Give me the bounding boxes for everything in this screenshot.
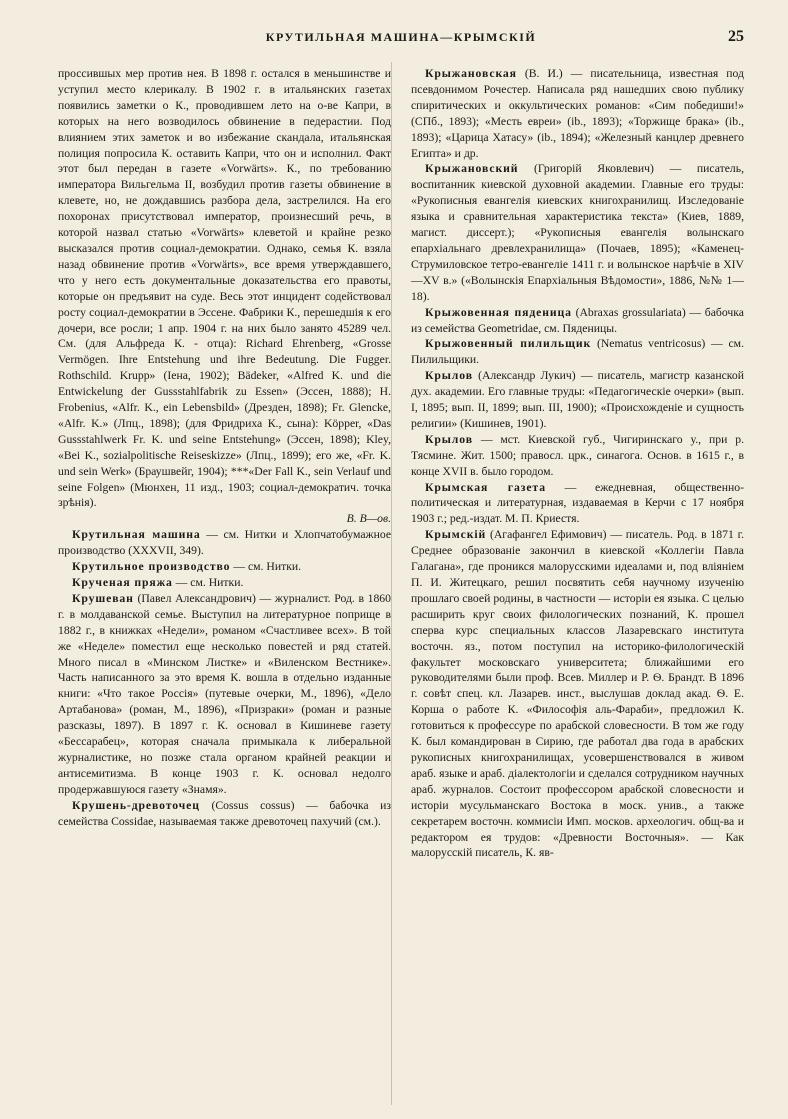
entry-headword: Крымскій	[425, 528, 487, 542]
entry-kryzhanovsky	[411, 161, 744, 304]
entry-headword: Крыжановская	[425, 67, 517, 80]
text-columns	[58, 66, 744, 861]
entry-kruchenaya-pryazha	[58, 575, 391, 591]
entry-krushevan	[58, 591, 391, 798]
entry-text: (Cossus cossus) — бабочка из семейства Cossidae, называемая также древоточец пахучий (см.).	[58, 798, 391, 828]
page-header	[58, 28, 744, 54]
right-column	[411, 66, 744, 861]
entry-text: (Агафангел Ефимович) — писатель. Род. в 1871 г. Среднее образованіе закончил в киевской «Коллегіи Павла Галагана», где проникся малорусскими идеалами и, под вліяніем П. И. Житецкаго, решил посвятить себя научному изученію прошлаго своей родины, в частности — исторіи ея языка. С целью расширить круг своих филологических познаний, К. прошел сперва курс специальных классов Лазаревскаго института восточн. яз., потом поступил на историко-филологическій факультет московскаго университета; ближайшими его руководителями были проф. Всев. Миллер и Р. Ѳ. Брандт. В 1896 г. совѣт спец. кл. Лазарев. инст., выслушав доклад акад. Ѳ. Е. Корша о работе К. «Философія аль-Фараби», предложил К. готовиться к профессуре по арабской словесности. В том же году К. был командирован в Сирию, где работал два года в арабских рукописных книгохранилищах, усовершенствовался в живом араб. языке и араб. діалектологіи и сделался сотрудником научных араб. журналов. Состоит профессором арабской словесности и исторіи мусульманскаго Востока в моск. унив., а также секретарем восточн. коммисіи Имп. москов. археологич. общ-ва и редактором ея трудов: «Древности Восточныя». — Как малорусскій писатель, К. яв-	[411, 528, 744, 860]
entry-headword: Крыжовенный пилильщик	[425, 337, 592, 351]
entry-krymsky	[411, 527, 744, 861]
continued-paragraph	[58, 66, 391, 527]
entry-headword: Крутильное производство	[72, 560, 231, 574]
entry-headword: Крученая пряжа	[72, 576, 173, 589]
entry-headword: Крушень-древоточец	[72, 798, 200, 812]
entry-kryzhanovskaya	[411, 66, 744, 161]
entry-headword: Крымская газета	[425, 480, 546, 494]
running-head: КРУТИЛЬНАЯ МАШИНА—КРЫМСКІЙ	[265, 30, 537, 44]
entry-krutilnoe-proizvodstvo	[58, 559, 391, 575]
entry-kryzhovennaya-pyadenitsa	[411, 305, 744, 337]
column-divider	[391, 62, 392, 1105]
entry-krutilnaya-mashina	[58, 527, 391, 559]
entry-text: — см. Нитки.	[230, 560, 302, 574]
author-signature: В. В—ов.	[346, 512, 391, 526]
entry-text: (Григорій Яковлевич) — писатель, воспитанник киевской духовной академии. Главные его труды: «Рукописныя евангелія киевских книгохранилищ. Изследованіе языка и сравнительная характеристика текста» (Киев, 1889, магист. диссерт.); «Рукописныя евангелія волынскаго епархіальнаго древлехранилища» (Почаев, 1895); «Каменец-Струмиловское тетро-евангеліе 1411 г. и волынское нарѣчіе в XIV—XV в.» («Волынскія Епархіальныя Вѣдомости», 1886, №№ 1—18).	[411, 162, 744, 303]
entry-krylov-writer	[411, 368, 744, 432]
entry-krymskaya-gazeta	[411, 480, 744, 528]
entry-headword: Крыжановский	[425, 162, 519, 176]
entry-text: (Павел Александрович) — журналист. Род. в 1860 г. в молдаванской семье. Выступил на литературное поприще в 1882 г., в книжках «Недели», романом «Счастливее всех». В той же «Неделе» поместил еще несколько повестей и ряд статей. Много писал в «Минском Листке» и «Виленском Вестнике». Часть написанного за это время К. вошла в отдельно изданные книги: «Что такое Россія» (путевые очерки, М., 1896), «Дело Артабанова» (роман, М., 1896), «Призраки» (роман и разные разсказы, 1897). В 1897 г. К. основал в Кишиневе газету «Бессарабец», которая сначала примыкала к либеральной журналистике, но позже стала органом крайней реакции и антисемитизма. В конце 1903 г. К. основал недолго продержавшуюся газету «Знамя».	[58, 591, 391, 796]
paragraph-text: проссившых мер против нея. В 1898 г. остался в меньшинстве и уступил место клерикалу. В 1902 г. в итальянских газетах появились заметки о К., проводившем лето на о-ве Капри, в которых на него возводилось обвинение в педерастии. Под влиянием этих заметок и во избежание скандала, итальянская полиция попросила К. оставить Капри, что он и исполнил. Факт этот был передан в газете «Vorwärts». К., по требованию императора Вильгельма II, возбудил против газеты обвинение в клевете, но, не дождавшись разбора дела, застрелился. На его похоронах присутствовал император, произнесший речь, в которой назвал статью «Vorwärts» клеветой и крайне резко высказался против социал-демократии. Однако, семья К. взяла назад обвинение против «Vorwärts», все время утверждавшего, что у него есть документальные доказательства его правоты, которые он предъявит на суде. Весь этот инцидент содействовал росту социал-демократии в Эссене. Фабрики К., перешедшія к его дочери, все росли; 1 апр. 1904 г. на них было занято 45289 чел. См. (для Альфреда К. - отца): Richard Ehrenberg, «Grosse Vermögen. Ihre Entstehung und ihre Bedeutung. Die Fugger. Rothschild. Krupp» (Iена, 1902); Bädeker, «Alfred K. und die Entwickelung der Gussstahlfabrik zu Essen» (Эссен, 1888); H. Frobenius, «Alfr. K., ein Lebensbild» (Дрезден, 1898); Fr. Glencke, «Alfr. K.» (Лпц., 1898); (для Фридриха К., сына): Köpper, «Das Gussstahlwerk Fr. K. und seine Entstehung» (Эссен, 1898); Kley, «Bei K., sozialpolitische Reiseskizze» (Лпц., 1899); его же, «Fr. K. und sein Werk» (Браушвейг, 1904); ***«Der Fall K., sein Verlauf und seine Folgen» (Мюнхен, 11 изд., 1903; социал-демократич. точка зрѣнія).	[58, 67, 391, 510]
entry-kryzhovenny-pililshchik	[411, 336, 744, 368]
entry-text: (Nematus ventricosus) — см. Пилильщики.	[411, 337, 744, 367]
page-number: 25	[728, 28, 744, 45]
entry-text: (В. И.) — писательница, известная под псевдонимом Рочестер. Написала ряд нашедших свою публику спиритических и оккультических романов: «Сим победиши!» (СПб., 1893); «Месть евреи» (ib., 1893); «Торжище брака» (ib., 1893); «Царица Хатасу» (ib., 1894); «Железный канцлер древнего Египта» и др.	[411, 67, 744, 160]
entry-text: (Abraxas grossulariata) — бабочка из семейства Geometridae, см. Пяденицы.	[411, 305, 744, 335]
entry-krylov-town	[411, 432, 744, 480]
entry-headword: Крушеван	[72, 591, 134, 605]
entry-text: — мст. Киевской губ., Чигиринскаго у., при р. Тясмине. Жит. 1500; правосл. црк., синагога. Основ. в 1615 г., в конце XVII в. было городом.	[411, 432, 744, 478]
entry-headword: Крылов	[425, 369, 473, 383]
entry-headword: Крыжовенная пяденица	[425, 305, 572, 319]
left-column	[58, 66, 391, 861]
entry-krushen-drevotochets	[58, 798, 391, 830]
entry-text: — см. Нитки.	[172, 576, 244, 589]
entry-text: — см. Нитки и Хлопчатобумажное производство (XXXVII, 349).	[58, 528, 392, 558]
entry-text: (Александр Лукич) — писатель, магистр казанской дух. академии. Его главные труды: «Педагогическіе очерки» (вып. I, 1895; вып. II, 1899; вып. III, 1900); «Происхожденіе и сущность религии» (Кишинев, 1901).	[411, 369, 744, 430]
entry-text: — ежедневная, общественно-политическая и литературная, издаваемая в Керчи с 17 ноября 1903 г.; ред.-издат. М. П. Криестя.	[411, 480, 744, 526]
entry-headword: Крутильная машина	[72, 528, 201, 542]
entry-headword: Крылов	[425, 432, 473, 446]
